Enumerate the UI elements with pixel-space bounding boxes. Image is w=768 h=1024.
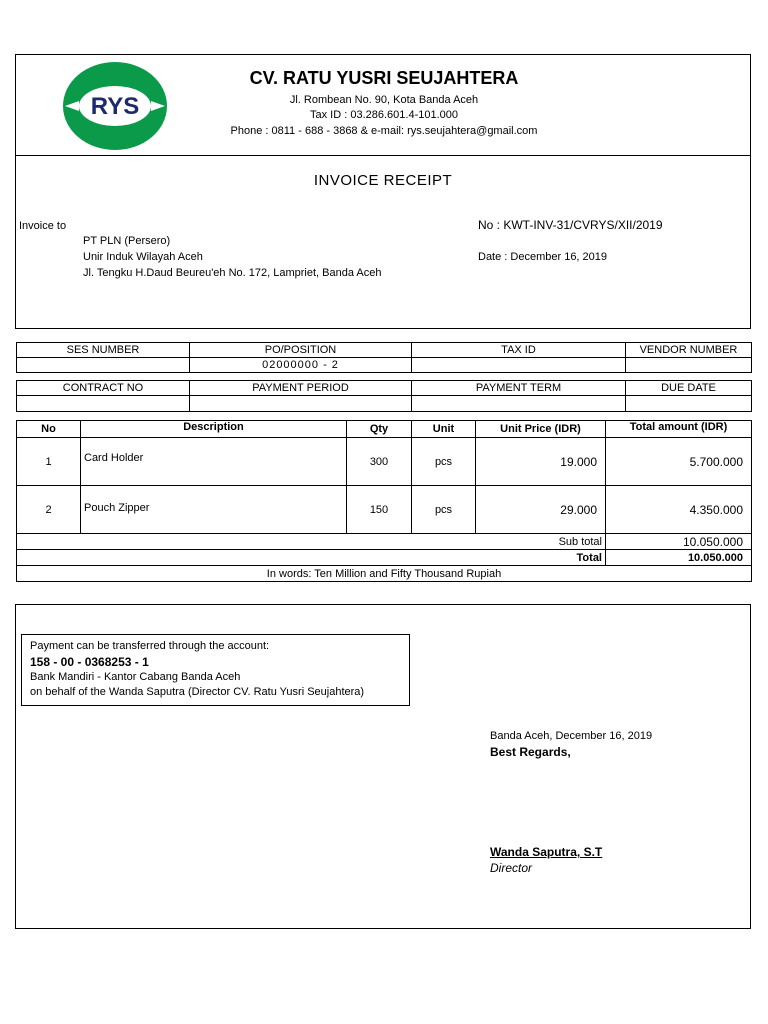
reference-table-1 bbox=[16, 342, 752, 373]
payment-intro: Payment can be transferred through the account: bbox=[30, 640, 270, 652]
company-contact: Phone : 0811 - 688 - 3868 & e-mail: rys.seujahtera@gmail.com bbox=[230, 125, 538, 137]
item-description-text: Pouch Zipper bbox=[84, 501, 150, 514]
company-tax-id: Tax ID : 03.286.601.4-101.000 bbox=[310, 109, 458, 121]
value-vendor-number bbox=[626, 358, 752, 373]
payment-info-box bbox=[21, 634, 410, 706]
company-logo bbox=[62, 61, 168, 151]
header-ses-number: SES NUMBER bbox=[17, 343, 190, 358]
payment-account-number: 158 - 00 - 0368253 - 1 bbox=[30, 655, 149, 669]
subtotal-label: Sub total bbox=[17, 534, 606, 550]
item-no: 1 bbox=[17, 438, 81, 486]
total-label: Total bbox=[17, 550, 606, 566]
recipient-line-2: Unir Induk Wilayah Aceh bbox=[83, 251, 203, 263]
payment-bank: Bank Mandiri - Kantor Cabang Banda Aceh bbox=[30, 671, 241, 683]
table-row bbox=[17, 486, 752, 534]
item-unit-price: 19.000 bbox=[476, 438, 606, 486]
item-qty: 300 bbox=[347, 438, 412, 486]
recipient-line-3: Jl. Tengku H.Daud Beureu'eh No. 172, Lampriet, Banda Aceh bbox=[83, 267, 382, 279]
item-total: 4.350.000 bbox=[606, 486, 752, 534]
col-total-amount: Total amount (IDR) bbox=[606, 421, 752, 438]
signature-regards: Best Regards, bbox=[490, 745, 571, 759]
recipient-line-1: PT PLN (Persero) bbox=[83, 235, 171, 247]
company-address: Jl. Rombean No. 90, Kota Banda Aceh bbox=[289, 94, 479, 106]
logo-text: RYS bbox=[90, 93, 140, 120]
subtotal-value: 10.050.000 bbox=[606, 534, 752, 550]
value-ses-number bbox=[17, 358, 190, 373]
item-description bbox=[81, 438, 347, 486]
item-description-text: Card Holder bbox=[84, 451, 144, 464]
col-unit: Unit bbox=[412, 421, 476, 438]
amount-in-words: In words: Ten Million and Fifty Thousand Rupiah bbox=[17, 566, 752, 582]
company-name: CV. RATU YUSRI SEUJAHTERA bbox=[249, 68, 519, 88]
reference-table-2 bbox=[16, 380, 752, 412]
signature-name: Wanda Saputra, S.T bbox=[490, 845, 603, 859]
value-tax-id bbox=[412, 358, 626, 373]
value-po-position: 02000000 - 2 bbox=[190, 358, 412, 373]
header-payment-period: PAYMENT PERIOD bbox=[190, 381, 412, 396]
header-due-date: DUE DATE bbox=[626, 381, 752, 396]
item-description bbox=[81, 486, 347, 534]
payment-behalf: on behalf of the Wanda Saputra (Director CV. Ratu Yusri Seujahtera) bbox=[30, 686, 365, 698]
header-divider bbox=[15, 155, 751, 156]
col-qty: Qty bbox=[347, 421, 412, 438]
item-no: 2 bbox=[17, 486, 81, 534]
header-po-position: PO/POSITION bbox=[190, 343, 412, 358]
invoice-number: No : KWT-INV-31/CVRYS/XII/2019 bbox=[478, 218, 663, 232]
item-qty: 150 bbox=[347, 486, 412, 534]
item-unit: pcs bbox=[412, 438, 476, 486]
item-unit: pcs bbox=[412, 486, 476, 534]
col-description: Description bbox=[81, 421, 347, 438]
signature-role: Director bbox=[490, 861, 533, 875]
value-payment-period bbox=[190, 396, 412, 412]
header-vendor-number: VENDOR NUMBER bbox=[626, 343, 752, 358]
value-due-date bbox=[626, 396, 752, 412]
header-payment-term: PAYMENT TERM bbox=[412, 381, 626, 396]
col-no: No bbox=[17, 421, 81, 438]
item-total: 5.700.000 bbox=[606, 438, 752, 486]
invoice-date: Date : December 16, 2019 bbox=[478, 251, 608, 263]
invoice-to-label: Invoice to bbox=[19, 220, 67, 232]
item-unit-price: 29.000 bbox=[476, 486, 606, 534]
signature-place-date: Banda Aceh, December 16, 2019 bbox=[490, 730, 653, 742]
header-tax-id: TAX ID bbox=[412, 343, 626, 358]
items-table bbox=[16, 420, 752, 582]
invoice-title: INVOICE RECEIPT bbox=[313, 172, 453, 189]
table-row bbox=[17, 438, 752, 486]
header-contract-no: CONTRACT NO bbox=[17, 381, 190, 396]
col-unit-price: Unit Price (IDR) bbox=[476, 421, 606, 438]
value-contract-no bbox=[17, 396, 190, 412]
total-value: 10.050.000 bbox=[606, 550, 752, 566]
value-payment-term bbox=[412, 396, 626, 412]
